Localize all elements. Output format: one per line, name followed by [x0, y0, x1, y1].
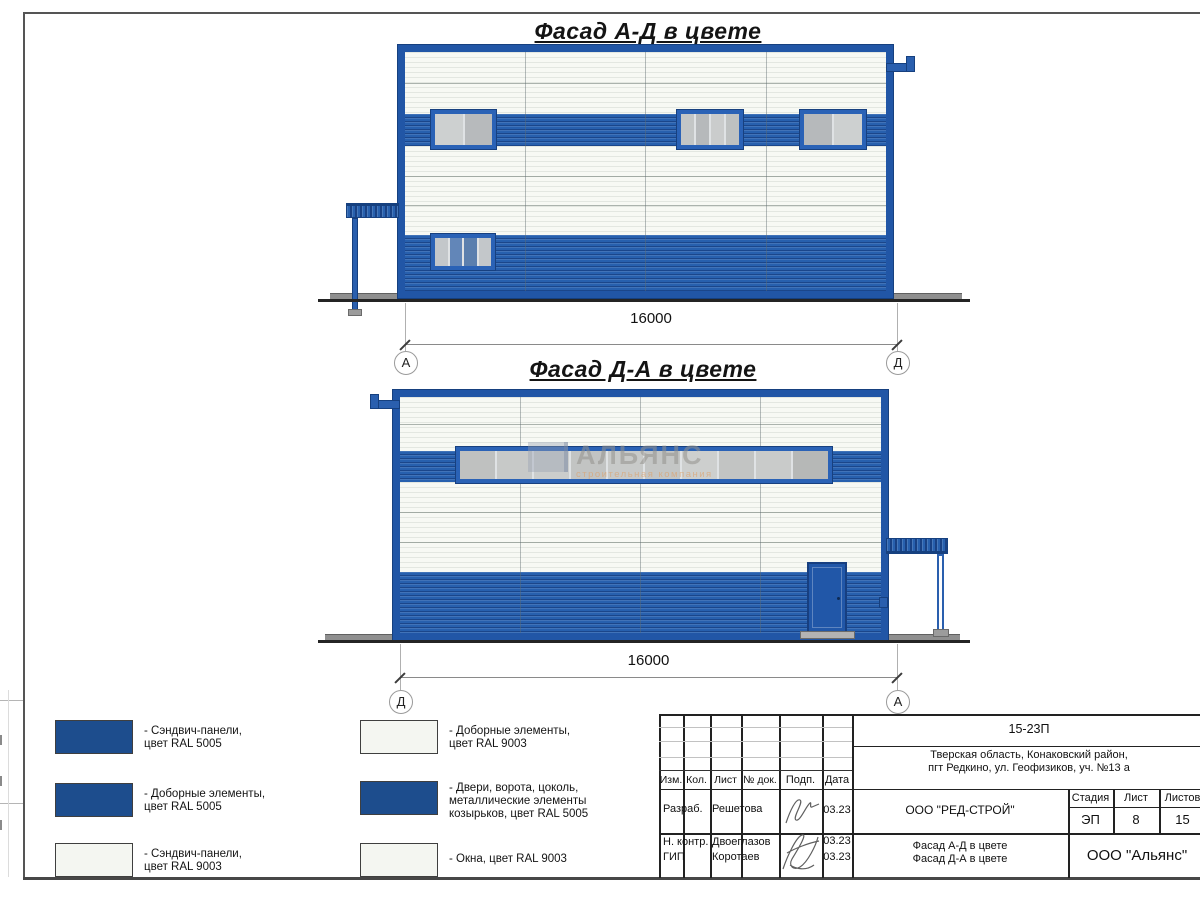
ribbon-window	[455, 446, 833, 484]
legend-item	[360, 781, 588, 821]
sheet-content-title: Фасад А-Д в цвете	[912, 840, 1008, 852]
margin-divider	[0, 700, 23, 701]
window-pane	[682, 451, 717, 479]
gutter-outlet	[370, 394, 379, 409]
facade-2-title: Фасад Д-А в цвете	[529, 356, 757, 382]
door-threshold	[800, 631, 855, 639]
window-pane	[834, 114, 862, 145]
window-pane	[719, 451, 754, 479]
legend-line: - Доборные элементы,	[144, 788, 266, 800]
titleblock-col-header: Изм.	[659, 774, 683, 786]
legend-line: цвет RAL 9003	[144, 861, 222, 873]
ground-line	[318, 299, 970, 302]
legend-swatch-ral9003	[360, 843, 438, 877]
axis-marker: А	[394, 351, 418, 375]
legend-swatch-ral5005	[360, 781, 438, 815]
legend-swatch-ral5005	[55, 783, 133, 817]
window	[799, 109, 867, 150]
titleblock-border	[659, 714, 661, 878]
margin-text-stub	[0, 776, 2, 786]
sheets-label: Листов	[1164, 792, 1200, 804]
sheets-total: 15	[1175, 812, 1190, 827]
signature-scribble	[778, 829, 823, 877]
legend-item	[55, 720, 242, 754]
axis-marker: Д	[389, 690, 413, 714]
window-pane	[756, 451, 791, 479]
dimension-line	[405, 344, 897, 345]
legend-line: цвет RAL 9003	[449, 738, 527, 750]
window-pane	[711, 114, 724, 145]
window-pane	[534, 451, 569, 479]
door-handle	[837, 597, 840, 600]
sheet-content-title: Фасад Д-А в цвете	[912, 853, 1008, 865]
extension-line	[897, 644, 898, 690]
canopy-post-base	[933, 629, 949, 637]
window	[676, 109, 744, 150]
window-pane	[608, 451, 643, 479]
legend-line: - Доборные элементы,	[449, 725, 571, 737]
titleblock-line	[659, 741, 852, 742]
canopy-post-base	[348, 309, 362, 316]
titleblock-date: 03.23	[823, 851, 851, 863]
sheet-frame-top	[23, 12, 1200, 14]
legend-item	[360, 720, 570, 754]
panel-joint	[760, 397, 761, 633]
entrance-canopy	[346, 203, 399, 218]
window	[430, 233, 496, 271]
legend-line: цвет RAL 5005	[144, 738, 222, 750]
titleblock-name: Коротаев	[712, 851, 760, 863]
margin-divider	[0, 803, 23, 804]
dimension-value: 16000	[630, 310, 672, 327]
dimension-line	[400, 677, 897, 678]
window	[430, 109, 497, 150]
window-pane	[435, 238, 448, 266]
sheet-number: 8	[1132, 812, 1140, 827]
legend-item	[360, 843, 567, 877]
facade-1-building	[398, 45, 893, 298]
gutter-outlet	[906, 56, 915, 72]
legend-line: - Сэндвич-панели,	[144, 848, 242, 860]
window-pane	[645, 451, 680, 479]
legend-line: - Сэндвич-панели,	[144, 725, 242, 737]
titleblock-line	[1068, 807, 1200, 808]
window-pane	[464, 238, 477, 266]
dimension-value: 16000	[627, 652, 670, 669]
titleblock-line	[659, 727, 852, 728]
canopy-post	[937, 554, 944, 634]
panel-joint	[766, 52, 767, 291]
window-pane	[460, 451, 495, 479]
stage-label: Стадия	[1071, 792, 1110, 804]
titleblock-role: Разраб.	[663, 803, 703, 815]
axis-marker: Д	[886, 351, 910, 375]
facade-2-building	[393, 390, 888, 640]
titleblock-col-header: Кол.	[686, 774, 707, 786]
entrance-canopy	[886, 538, 948, 554]
window-pane	[804, 114, 832, 145]
window-pane	[726, 114, 739, 145]
titleblock-name: Решетова	[712, 803, 763, 815]
stage-value: ЭП	[1081, 812, 1100, 827]
watermark-tagline: строительная компания	[576, 469, 713, 480]
legend-line: цвет RAL 5005	[144, 801, 222, 813]
signature-scribble	[779, 791, 822, 831]
ground-line	[318, 640, 970, 643]
facade-1-title: Фасад А-Д в цвете	[534, 18, 762, 44]
legend-item	[55, 783, 265, 817]
titleblock-col-header: Дата	[824, 774, 850, 786]
legend-swatch-ral5005	[55, 720, 133, 754]
titleblock-col-header: № док.	[743, 774, 777, 786]
legend-line: - Окна, цвет RAL 9003	[449, 853, 567, 865]
titleblock-col-header: Лист	[714, 774, 737, 786]
legend-swatch-ral9003	[360, 720, 438, 754]
sheet-frame-left	[23, 12, 25, 880]
window-pane	[793, 451, 828, 479]
margin-text-stub	[0, 820, 2, 830]
titleblock-date: 03.23	[823, 804, 851, 816]
window-pane	[450, 238, 463, 266]
panel-joint	[520, 397, 521, 633]
window-pane	[479, 238, 492, 266]
titleblock-line	[659, 833, 1200, 835]
titleblock-role: ГИП	[663, 851, 685, 863]
design-org-name: ООО "Альянс"	[1086, 847, 1188, 864]
project-code: 15-23П	[1008, 722, 1050, 736]
legend-line: козырьков, цвет RAL 5005	[449, 808, 589, 820]
titleblock-line	[659, 770, 852, 771]
project-address: пгт Редкино, ул. Геофизиков, уч. №13 а	[928, 762, 1130, 774]
titleblock-date: 03.23	[823, 835, 851, 847]
legend-line: металлические элементы	[449, 795, 587, 807]
legend-swatch-ral9003	[55, 843, 133, 877]
titleblock-name: Двоеглазов	[712, 836, 771, 848]
window-pane	[497, 451, 532, 479]
margin-text-stub	[0, 735, 2, 745]
panel-joint	[640, 397, 641, 633]
window-pane	[435, 114, 463, 145]
window-pane	[681, 114, 694, 145]
project-address: Тверская область, Конаковский район,	[930, 749, 1128, 761]
titleblock-line	[659, 789, 1200, 790]
downspout-bracket	[879, 597, 888, 608]
contractor-name: ООО "РЕД-СТРОЙ"	[905, 803, 1015, 817]
titleblock-line	[852, 746, 1200, 747]
titleblock-line	[659, 757, 852, 758]
panel-joint	[525, 52, 526, 291]
window-pane	[696, 114, 709, 145]
watermark-name: АЛЬЯНС	[576, 440, 704, 470]
entrance-door	[807, 562, 847, 633]
legend-item	[55, 843, 242, 877]
titleblock-col-header: Подп.	[785, 774, 816, 786]
legend-line: - Двери, ворота, цоколь,	[449, 782, 579, 794]
panel-joint	[645, 52, 646, 291]
axis-marker: А	[886, 690, 910, 714]
titleblock-role: Н. контр.	[663, 836, 709, 848]
sheet-frame-bottom	[23, 877, 1200, 880]
margin-divider	[8, 690, 9, 877]
window-pane	[571, 451, 606, 479]
window-pane	[465, 114, 493, 145]
sheet-label: Лист	[1124, 792, 1148, 804]
